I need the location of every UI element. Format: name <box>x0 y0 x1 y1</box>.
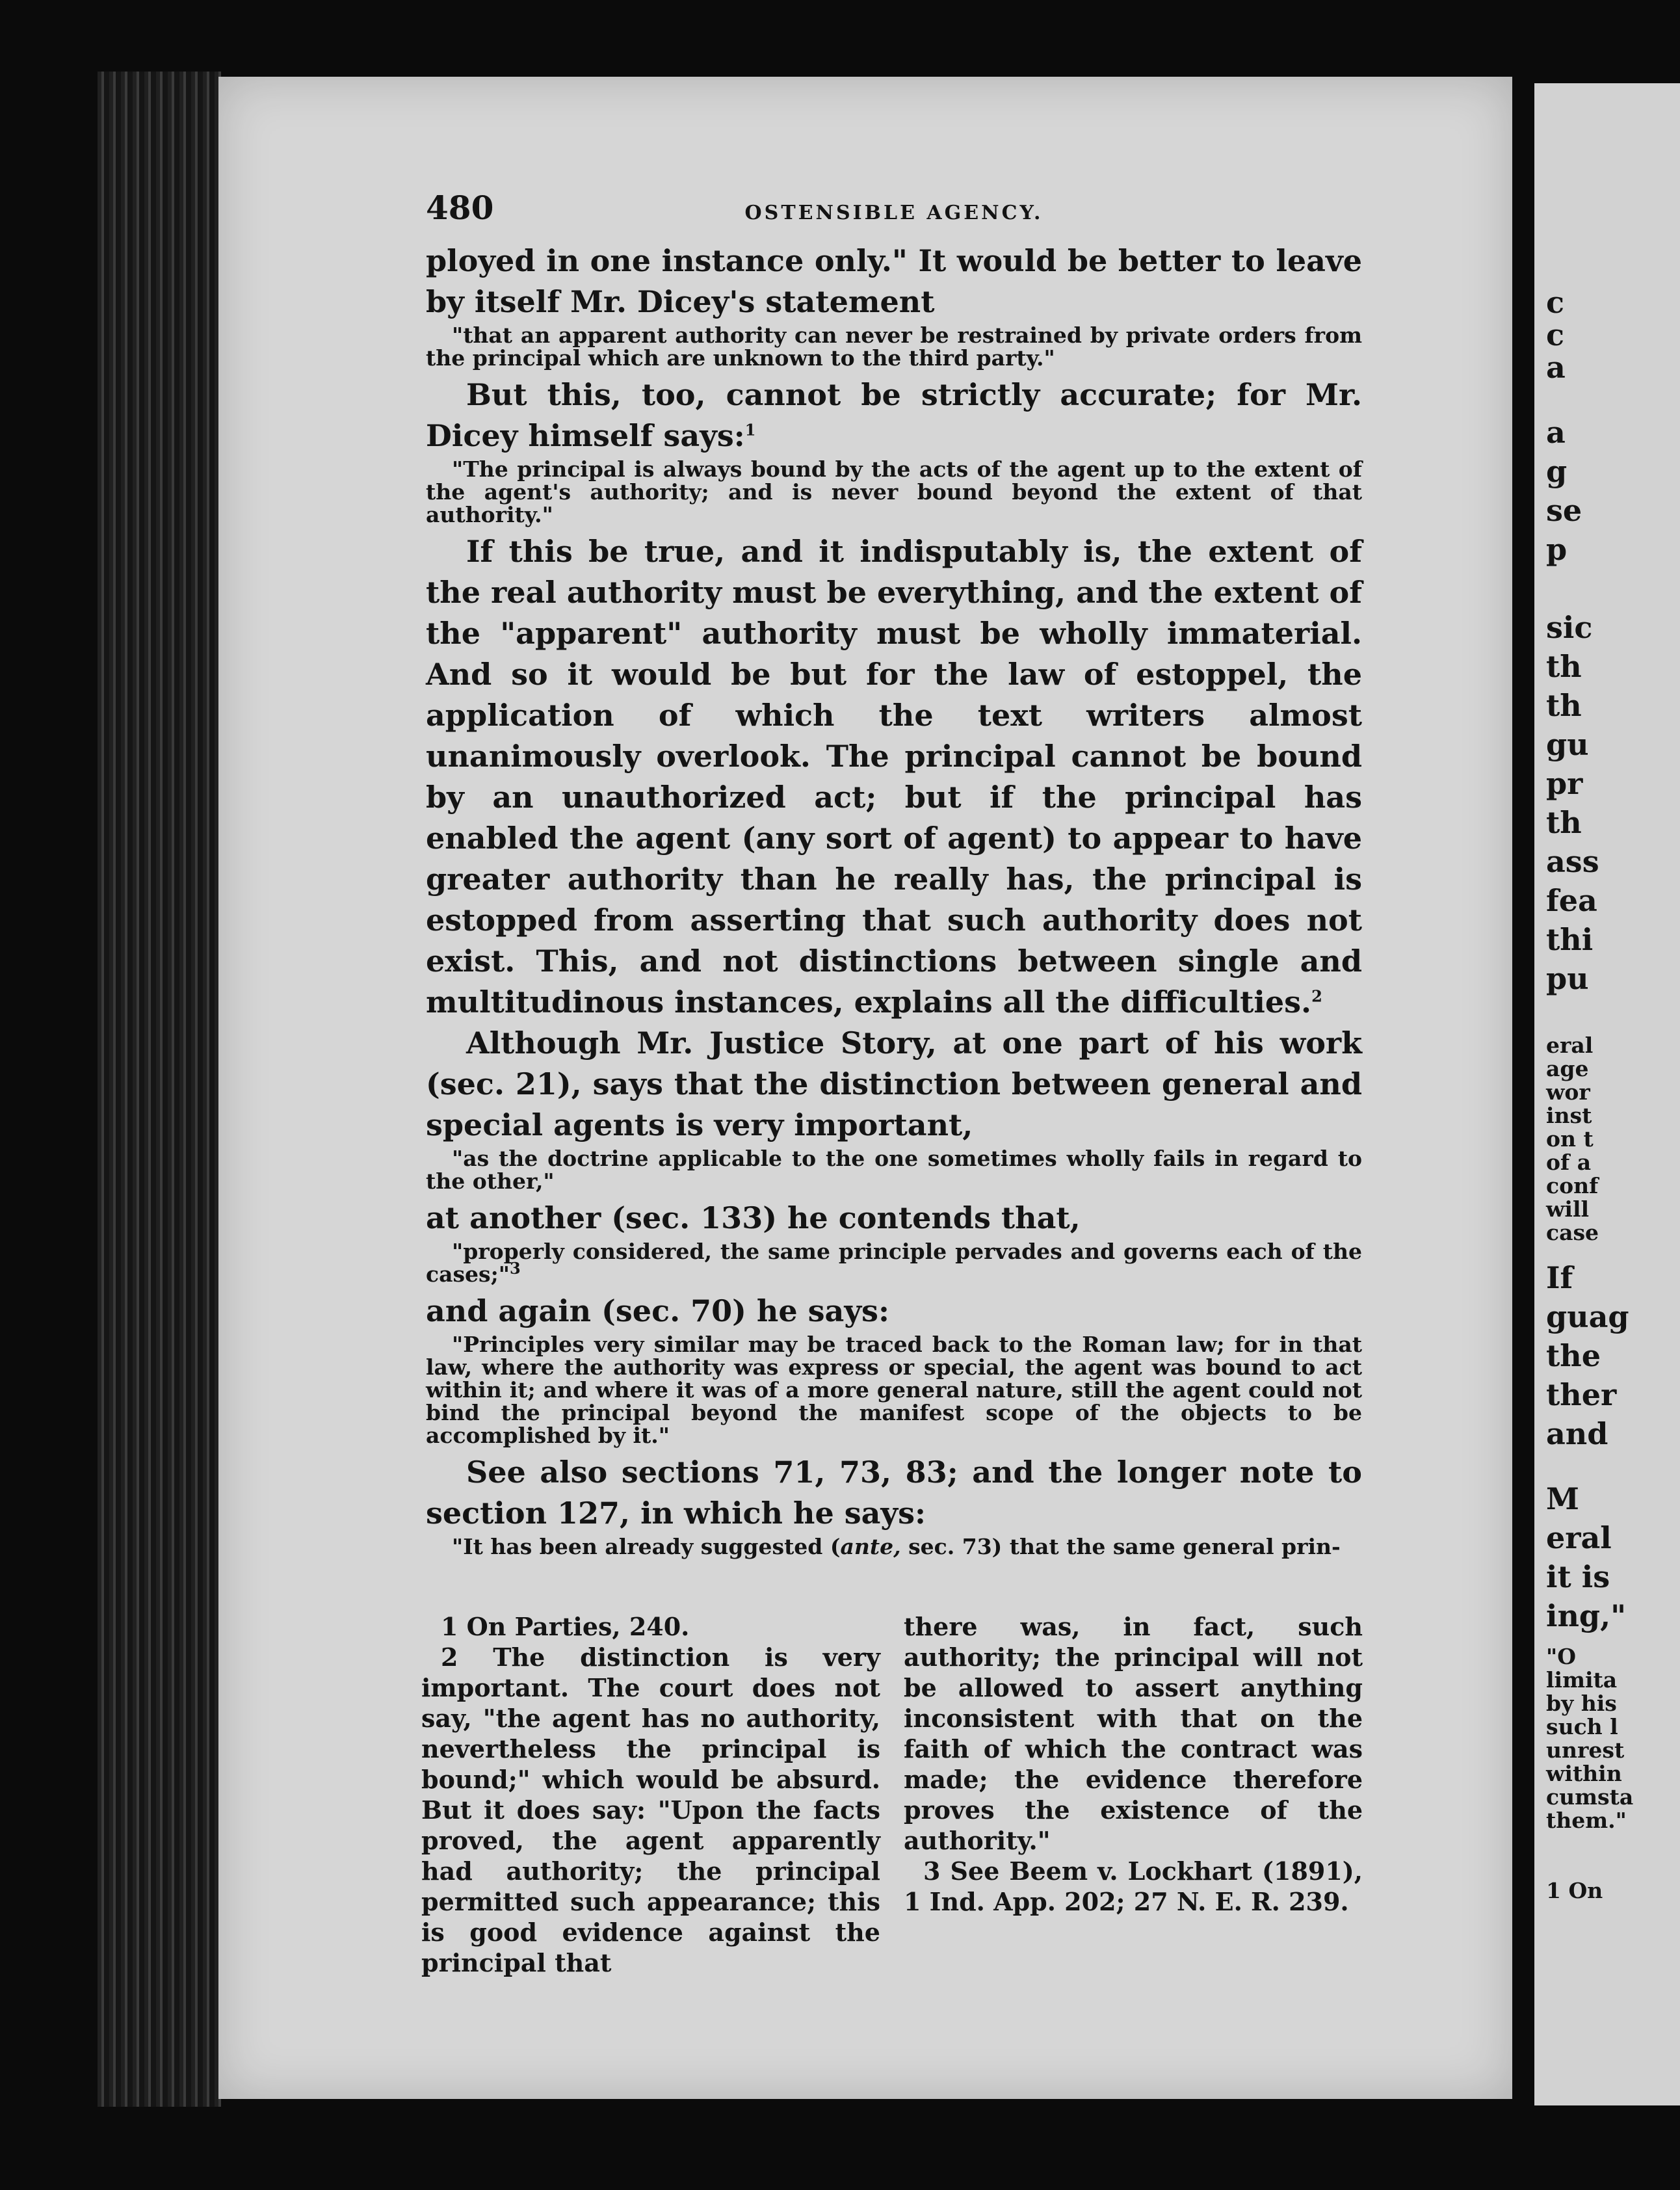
block-quote: "The principal is always bound by the acts of the agent up to the extent of the agent's authority; and is never bound beyond the extent of that authority." <box>426 456 1362 527</box>
facing-fragment: them." <box>1546 1808 1627 1833</box>
facing-fragment: g <box>1546 454 1568 489</box>
facing-fragment: "O <box>1546 1644 1576 1669</box>
block-quote <box>426 1535 1362 1558</box>
facing-fragment: ther <box>1546 1377 1617 1412</box>
book-binding <box>98 72 221 2107</box>
footnotes <box>421 1611 1363 1978</box>
block-quote: "that an apparent authority can never be restrained by private orders from the principal which are unknown to the third party." <box>426 323 1362 371</box>
paragraph <box>426 375 1362 456</box>
quote-text: sec. 73) that the same general prin- <box>900 1534 1341 1559</box>
facing-fragment: a <box>1546 350 1566 385</box>
quote-text: "properly considered, the same principle pervades and governs each of the cases;" <box>426 1239 1362 1287</box>
block-quote: "Principles very similar may be traced back to the Roman law; for in that law, where the authority was express or special, the agent was bound to act within it; and where it was of a more general nature, still the agent could not bind the principal beyond the manifest scope of the objects to be accomplished by it." <box>426 1332 1362 1448</box>
running-title: OSTENSIBLE AGENCY. <box>744 202 1043 224</box>
paragraph: ployed in one instance only." It would be better to leave by itself Mr. Dicey's statement <box>426 243 1362 319</box>
facing-fragment: M <box>1546 1481 1579 1516</box>
facing-fragment: limita <box>1546 1667 1618 1693</box>
paragraph: at another (sec. 133) he contends that, <box>426 1200 1081 1235</box>
paragraph-text: If this be true, and it indisputably is, the extent of the real authority must be everything, and the extent of the "apparent" authority must be wholly immaterial. And so it would be but for the law of estoppel, the application of which the text writers almost unanimously overlook. The principal cannot be bound by an unauthorized act; but if the principal has enabled the agent (any sort of agent) to appear to have greater authority than he really has, the principal is estopped from asserting that such authority does not exist. This, and not distinctions between single and multitudinous instances, explains all the difficulties. <box>426 534 1362 1020</box>
facing-fragment: it is <box>1546 1559 1610 1594</box>
footnote-2: 2 The distinction is very important. The court does not say, "the agent has no authority, nevertheless the principal is bound;" which would be absurd. But it does say: "Upon the facts proved, the agent apparently had authority; the principal permitted such appearance; this is good evidence against the principal that <box>421 1642 880 1977</box>
footnote-column-left <box>421 1611 880 1978</box>
footnote-ref: 2 <box>1311 986 1322 1006</box>
facing-fragment: within <box>1546 1761 1622 1786</box>
facing-fragment: se <box>1546 493 1582 528</box>
paragraph: Although Mr. Justice Story, at one part of his work (sec. 21), says that the distinction between general and special agents is very important, <box>426 1025 1362 1142</box>
paragraph: and again (sec. 70) he says: <box>426 1293 889 1328</box>
facing-fragment: eral <box>1546 1033 1594 1058</box>
main-text <box>426 189 1362 1563</box>
facing-fragment: sic <box>1546 610 1593 645</box>
footnote-1: 1 On Parties, 240. <box>441 1612 690 1641</box>
facing-fragment: 1 On <box>1546 1878 1603 1903</box>
facing-fragment: on t <box>1546 1126 1594 1152</box>
facing-fragment: eral <box>1546 1520 1612 1555</box>
facing-fragment: conf <box>1546 1173 1599 1198</box>
facing-fragment: unrest <box>1546 1737 1625 1763</box>
block-quote <box>426 1240 1362 1286</box>
facing-fragment: th <box>1546 805 1582 840</box>
facing-fragment: ass <box>1546 844 1599 879</box>
footnote-ref: 1 <box>744 420 756 440</box>
footnote-2-continued: there was, in fact, such authority; the principal will not be allowed to assert anything inconsistent with that on the faith of which the contract was made; the evidence therefore proves the existence of the authority." <box>904 1612 1363 1855</box>
facing-fragment: th <box>1546 688 1582 723</box>
facing-page <box>1534 83 1680 2105</box>
footnote-3: 3 See Beem v. Lockhart (1891), 1 Ind. App. 202; 27 N. E. R. 239. <box>904 1856 1363 1916</box>
footnote-column-right <box>904 1611 1363 1978</box>
facing-fragment: p <box>1546 532 1568 567</box>
paragraph-text: But this, too, cannot be strictly accurate; for Mr. Dicey himself says: <box>426 377 1362 453</box>
footnote-ref: 3 <box>510 1259 521 1278</box>
paragraph: See also sections 71, 73, 83; and the longer note to section 127, in which he says: <box>426 1455 1362 1531</box>
facing-fragment: will <box>1546 1196 1590 1222</box>
facing-fragment: fea <box>1546 883 1597 918</box>
facing-fragment: wor <box>1546 1079 1590 1105</box>
facing-fragment: pu <box>1546 961 1589 996</box>
quote-italic: ante, <box>840 1534 901 1559</box>
facing-fragment: and <box>1546 1416 1608 1451</box>
facing-fragment: case <box>1546 1220 1599 1245</box>
facing-fragment: by his <box>1546 1691 1617 1716</box>
facing-fragment: If <box>1546 1260 1573 1295</box>
quote-text: "It has been already suggested ( <box>452 1534 841 1559</box>
facing-fragment: c <box>1546 317 1565 352</box>
facing-fragment: such l <box>1546 1714 1618 1739</box>
facing-fragment: the <box>1546 1338 1601 1373</box>
facing-fragment: pr <box>1546 766 1583 801</box>
facing-fragment: c <box>1546 285 1565 320</box>
facing-fragment: inst <box>1546 1103 1592 1128</box>
block-quote: "as the doctrine applicable to the one sometimes wholly fails in regard to the other," <box>426 1146 1362 1194</box>
facing-fragment: guag <box>1546 1299 1629 1334</box>
facing-fragment: cumsta <box>1546 1784 1634 1810</box>
paragraph <box>426 531 1362 1023</box>
facing-fragment: th <box>1546 649 1582 684</box>
facing-fragment: age <box>1546 1056 1589 1081</box>
facing-fragment: gu <box>1546 727 1589 762</box>
facing-fragment: ing," <box>1546 1598 1627 1633</box>
facing-fragment: of a <box>1546 1150 1592 1175</box>
page-number: 480 <box>426 189 494 227</box>
running-head <box>426 189 1362 241</box>
facing-fragment: a <box>1546 415 1566 450</box>
facing-fragment: thi <box>1546 922 1594 957</box>
